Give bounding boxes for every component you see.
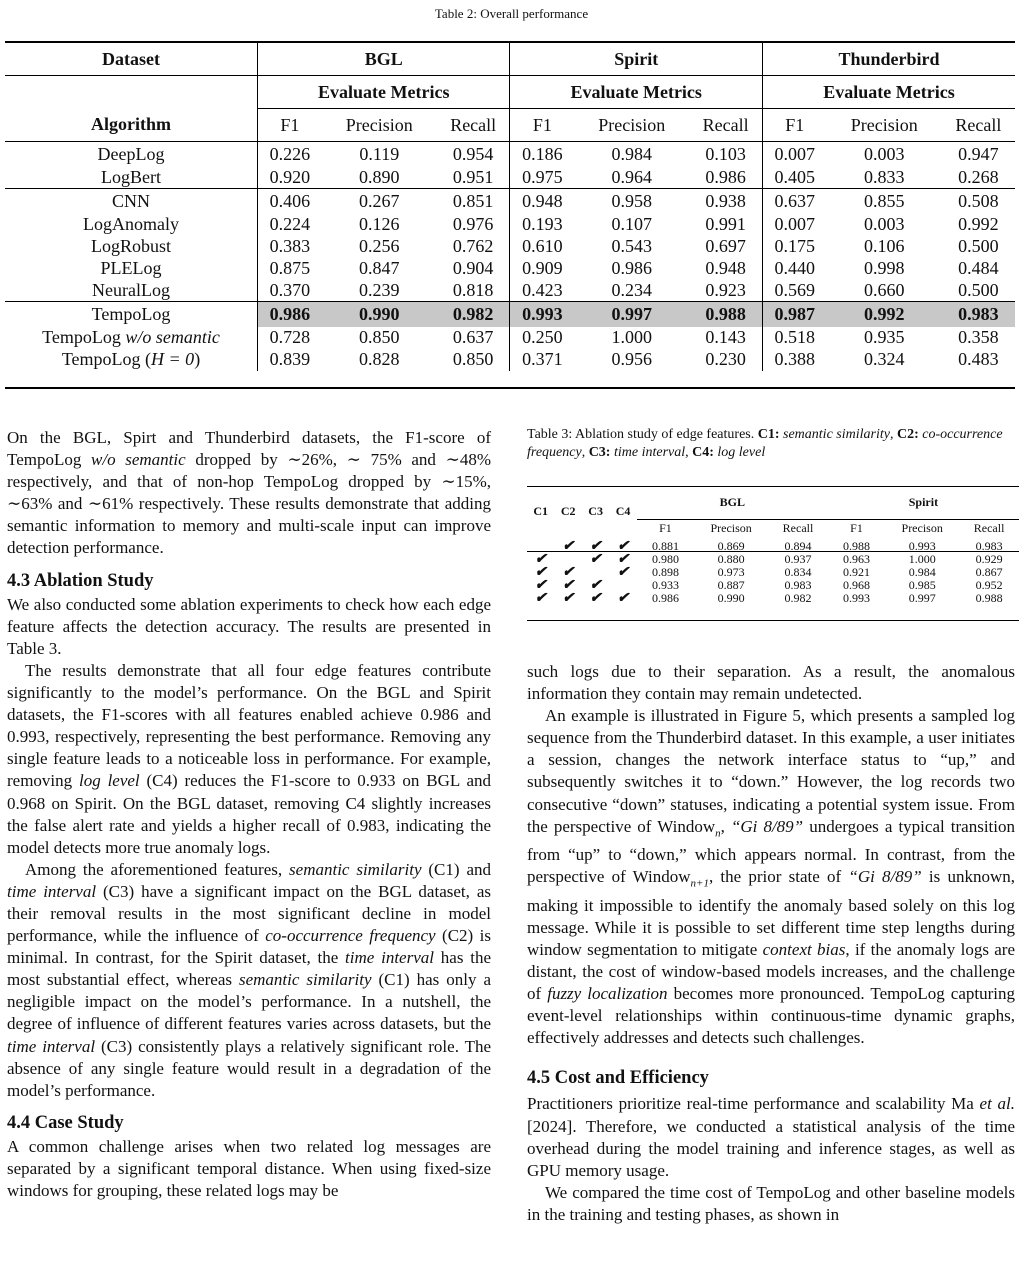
check-icon: ✔	[617, 551, 629, 567]
header-blank	[5, 76, 258, 109]
metric-value: 0.973	[717, 564, 745, 579]
metric-value: 0.850	[359, 327, 400, 347]
table-row	[527, 579, 1019, 592]
metric-value: 0.988	[689, 302, 762, 327]
metric-value: 0.660	[863, 279, 905, 300]
header-group: Evaluate Metrics	[258, 76, 510, 109]
header-metric: Precision	[345, 114, 413, 135]
metric-value: 0.119	[359, 143, 400, 164]
para-cost-intro: Practitioners prioritize real-time performance and scalability Ma et al. [2024]. Therefore, we conducted a statistical analysis of the time overhead during the model training and inference stages, as well as GPU memory usage.	[527, 1094, 1015, 1180]
para-time-cost: We compared the time cost of TempoLog and other baseline models in the training and testing phases, as shown in	[527, 1182, 1015, 1224]
table2-caption: Table 2: Overall performance	[434, 6, 589, 21]
metric-value: 0.500	[958, 279, 999, 300]
metric-value: 0.610	[510, 236, 574, 258]
metric-value: 0.186	[510, 142, 574, 167]
metric-value: 0.697	[705, 236, 746, 256]
algorithm-name: LogRobust	[90, 236, 171, 256]
metric-value: 0.851	[452, 190, 494, 211]
metric-value: 0.894	[784, 538, 812, 553]
check-icon: ✔	[617, 564, 629, 580]
check-icon: ✔	[589, 538, 602, 554]
metric-value: 0.828	[359, 349, 400, 369]
table-row	[527, 566, 1019, 579]
metric-value: 0.988	[975, 590, 1003, 605]
header-dataset-name: Spirit	[510, 43, 762, 76]
metric-value: 0.954	[452, 143, 494, 164]
metric-value: 0.370	[258, 280, 322, 302]
check-icon: ✔	[617, 590, 629, 606]
algorithm-name: TempoLog w/o semantic	[42, 327, 220, 347]
metric-value: 0.992	[827, 302, 942, 327]
para-ablation-intro: We also conducted some ablation experiments to check how each edge feature affects the detection accuracy. The results are presented in Table 3.	[7, 594, 491, 658]
table-row	[527, 537, 1019, 553]
header-metric: Recall	[450, 114, 497, 135]
metric-value: 0.986	[651, 590, 679, 605]
table-row	[5, 302, 1015, 327]
metric-value: 0.839	[258, 349, 322, 371]
check-icon: ✔	[562, 564, 575, 580]
check-icon: ✔	[589, 577, 602, 593]
metric-value: 0.103	[705, 143, 746, 164]
metric-value: 0.938	[705, 190, 746, 211]
metric-value: 0.991	[705, 214, 746, 234]
metric-value: 0.985	[908, 577, 936, 592]
metric-value: 0.997	[574, 302, 689, 327]
metric-value: 0.997	[908, 590, 936, 605]
metric-header: Precison	[710, 520, 752, 535]
metric-header: Recall	[973, 520, 1005, 535]
para-separation: such logs due to their separation. As a result, the anomalous information they contain may remain undetected.	[527, 662, 1015, 704]
metric-value: 0.986	[611, 258, 653, 278]
algorithm-name: TempoLog	[91, 303, 171, 324]
metric-value: 0.920	[258, 167, 322, 189]
metric-value: 0.952	[975, 577, 1003, 592]
table-row	[527, 553, 1019, 566]
overall-performance-table	[5, 43, 1015, 371]
algorithm-name: NeuralLog	[92, 279, 170, 300]
metric-value: 0.500	[958, 236, 999, 256]
metric-value: 0.983	[784, 577, 812, 592]
para-case-study: A common challenge arises when two related log messages are separated by a significant temporal distance. When using fixed-size windows for grouping, these related logs may be	[7, 1136, 491, 1201]
empty-cell	[554, 553, 581, 566]
metric-value: 0.898	[651, 564, 679, 579]
metric-value: 0.998	[863, 258, 905, 278]
metric-value: 0.440	[762, 258, 826, 280]
metric-value: 0.855	[863, 190, 905, 211]
metric-value: 0.963	[843, 551, 871, 566]
metric-value: 0.484	[958, 258, 999, 278]
metric-value: 0.958	[611, 190, 653, 211]
dataset-header: Spirit	[828, 487, 1019, 519]
header-metric: F1	[510, 109, 574, 142]
header-metric: Recall	[702, 114, 749, 135]
metric-value: 0.976	[452, 214, 494, 234]
algorithm-name: TempoLog (H = 0)	[61, 349, 201, 369]
metric-value: 0.193	[510, 214, 574, 236]
table-row	[5, 349, 1015, 371]
metric-value: 0.406	[258, 189, 322, 214]
algorithm-name: DeepLog	[97, 143, 165, 164]
table-row	[5, 167, 1015, 189]
para-ablation-results: The results demonstrate that all four edge features contribute significantly to the model’s performance. On the BGL and Spirit datasets, the F1-scores with all features enabled achieve 0.986 and 0.993, respectively, representing the best performance. Removing any single feature leads to a noticeable loss in performance. For example, removing log level (C4) reduces the F1-score to 0.933 on BGL and 0.968 on Spirit. On the BGL dataset, removing C4 slightly increases the false alert rate and yields a higher recall of 0.983, indicating the model detects more true anomaly logs.	[7, 660, 491, 857]
metric-value: 0.948	[705, 258, 746, 278]
check-icon: ✔	[534, 551, 547, 567]
algorithm-name: LogBert	[101, 166, 161, 187]
metric-value: 0.933	[651, 577, 679, 592]
metric-value: 0.968	[843, 577, 871, 592]
metric-value: 0.869	[717, 538, 745, 553]
metric-value: 0.975	[510, 167, 574, 189]
metric-value: 0.239	[359, 279, 400, 300]
metric-value: 0.423	[510, 280, 574, 302]
bottom-rule	[5, 387, 1015, 389]
metric-value: 0.982	[784, 590, 812, 605]
header-metric: F1	[258, 109, 322, 142]
table3-caption: Table 3: Ablation study of edge features. C1: semantic similarity, C2: co-occurrence frequency, C3: time interval, C4: log level	[527, 427, 1003, 460]
check-icon: ✔	[562, 590, 575, 606]
check-icon: ✔	[534, 577, 547, 593]
metric-value: 0.881	[651, 538, 679, 553]
header-metric: Precision	[598, 114, 666, 135]
metric-value: 0.483	[958, 349, 999, 369]
table-row	[5, 280, 1015, 302]
table-row	[5, 236, 1015, 258]
metric-value: 0.250	[510, 327, 574, 349]
metric-value: 0.383	[258, 236, 322, 258]
header-metric: Precision	[850, 114, 918, 135]
metric-value: 0.867	[975, 564, 1003, 579]
left-column	[7, 427, 491, 1202]
metric-value: 0.850	[452, 349, 494, 369]
metric-value: 0.268	[958, 166, 999, 187]
metric-header: F1	[659, 520, 672, 535]
check-icon: ✔	[617, 538, 629, 554]
metric-value: 0.175	[762, 236, 826, 258]
metric-value: 0.948	[510, 189, 574, 214]
metric-value: 0.935	[863, 327, 905, 347]
table-row	[5, 43, 1015, 76]
metric-value: 0.887	[717, 577, 745, 592]
metric-value: 0.324	[863, 349, 905, 369]
metric-value: 0.762	[452, 236, 494, 256]
t3-bottom-rule	[527, 620, 1019, 621]
metric-value: 0.107	[611, 214, 653, 234]
metric-value: 0.834	[784, 564, 812, 579]
table-row	[527, 487, 1019, 519]
metric-value: 0.904	[452, 258, 494, 278]
metric-value: 0.143	[705, 327, 746, 347]
metric-value: 0.106	[863, 236, 905, 256]
check-icon: ✔	[562, 538, 575, 554]
metric-value: 0.909	[510, 258, 574, 280]
metric-value: 0.951	[452, 166, 494, 187]
metric-value: 0.224	[258, 214, 322, 236]
metric-value: 0.007	[762, 214, 826, 236]
metric-value: 0.990	[717, 590, 745, 605]
metric-header: F1	[850, 520, 863, 535]
metric-value: 1.000	[908, 551, 936, 566]
header-group: Evaluate Metrics	[510, 76, 762, 109]
table-row	[5, 258, 1015, 280]
metric-value: 0.984	[908, 564, 936, 579]
dataset-header: BGL	[637, 487, 828, 519]
feature-header: C2	[560, 504, 576, 519]
right-column	[527, 661, 1015, 1226]
metric-value: 0.637	[762, 189, 826, 214]
metric-value: 0.847	[359, 258, 400, 278]
header-dataset-name: BGL	[258, 43, 510, 76]
check-icon: ✔	[589, 551, 602, 567]
metric-value: 0.388	[762, 349, 826, 371]
check-icon: ✔	[534, 590, 547, 606]
metric-value: 0.993	[908, 538, 936, 553]
metric-value: 0.984	[611, 143, 653, 164]
metric-value: 0.964	[611, 166, 653, 187]
metric-value: 0.126	[359, 214, 400, 234]
metric-value: 0.890	[359, 166, 400, 187]
section-4-4-heading: 4.4 Case Study	[7, 1112, 124, 1133]
metric-value: 0.983	[942, 302, 1015, 327]
metric-value: 0.256	[359, 236, 400, 256]
table-row	[5, 142, 1015, 167]
metric-value: 0.937	[784, 551, 812, 566]
metric-value: 0.818	[452, 279, 494, 300]
metric-value: 0.003	[863, 214, 905, 234]
header-group: Evaluate Metrics	[762, 76, 1015, 109]
metric-value: 0.728	[258, 327, 322, 349]
header-metric: Recall	[955, 114, 1002, 135]
empty-cell	[582, 566, 609, 579]
metric-value: 0.543	[611, 236, 653, 256]
metric-value: 0.637	[452, 327, 494, 347]
metric-value: 0.371	[510, 349, 574, 371]
metric-value: 0.234	[611, 279, 653, 300]
check-icon: ✔	[589, 590, 602, 606]
metric-value: 0.986	[258, 302, 322, 327]
metric-value: 0.987	[762, 302, 826, 327]
check-icon: ✔	[562, 577, 575, 593]
metric-value: 0.880	[717, 551, 745, 566]
table-row	[5, 327, 1015, 349]
para-figure5-example: An example is illustrated in Figure 5, which presents a sampled log sequence from the Thunderbird dataset. In this example, a user initiates a session, changes the network interface status to “up,” and subsequently switches it to “down.” However, the log records two consecutive “down” statuses, indicating a potential system issue. From the perspective of Window$_n$, “Gi 8/89” undergoes a typical transition from “up” to “down,” which appears normal. In contrast, from the perspective of Window$_{n+1}$, the prior state of “Gi 8/89” is unknown, making it impossible to identify the anomaly based solely on this log message. While it is possible to set different time step lengths during window segmentation to mitigate context bias, if the anomaly logs are distant, the cost of window-based models increases, and the challenge of fuzzy localization becomes more pronounced. TempoLog capturing event-level relationships within continuous-time dynamic graphs, effectively addresses and detects such challenges.	[527, 706, 1016, 1048]
metric-value: 1.000	[611, 327, 653, 347]
metric-value: 0.508	[958, 190, 999, 211]
section-4-5-heading: 4.5 Cost and Efficiency	[527, 1068, 709, 1089]
metric-value: 0.990	[322, 302, 437, 327]
table-row	[5, 189, 1015, 214]
metric-header: Recall	[782, 520, 814, 535]
metric-value: 0.405	[762, 167, 826, 189]
table-row	[5, 76, 1015, 109]
header-algorithm: Algorithm	[91, 114, 171, 135]
metric-value: 0.982	[437, 302, 510, 327]
metric-value: 0.947	[958, 143, 999, 164]
empty-cell	[527, 537, 554, 553]
section-4-3-heading: 4.3 Ablation Study	[7, 570, 154, 591]
algorithm-name: CNN	[111, 190, 150, 211]
header-dataset: Dataset	[102, 48, 160, 69]
metric-value: 0.956	[611, 349, 653, 369]
metric-value: 0.230	[705, 349, 746, 369]
check-icon: ✔	[534, 564, 547, 580]
algorithm-name: PLELog	[100, 258, 162, 278]
ablation-table	[527, 487, 1019, 605]
metric-value: 0.569	[762, 280, 826, 302]
metric-value: 0.003	[863, 143, 905, 164]
feature-header: C1	[533, 504, 549, 519]
empty-cell	[609, 579, 636, 592]
metric-value: 0.993	[843, 590, 871, 605]
metric-value: 0.988	[843, 538, 871, 553]
metric-value: 0.833	[863, 166, 905, 187]
metric-value: 0.992	[958, 214, 999, 234]
para-feature-influence: Among the aforementioned features, semantic similarity (C1) and time interval (C3) have a significant impact on the BGL dataset, as their removal results in the most significant decline in model performance, while the influence of co-occurrence frequency (C2) is minimal. In contrast, for the Spirit dataset, the time interval has the most substantial effect, whereas semantic similarity (C1) has only a negligible impact on the model’s performance. In a nutshell, the degree of influence of different features varies across datasets, but the time interval (C3) consistently plays a relatively significant role. The absence of any single feature would result in a degradation of the model’s performance.	[7, 859, 492, 1100]
table-row	[5, 214, 1015, 236]
metric-value: 0.986	[705, 166, 746, 187]
metric-value: 0.518	[762, 327, 826, 349]
header-dataset-name: Thunderbird	[762, 43, 1015, 76]
metric-value: 0.923	[705, 279, 746, 300]
metric-value: 0.267	[359, 190, 400, 211]
metric-value: 0.983	[975, 538, 1003, 553]
feature-header: C3	[588, 504, 603, 519]
metric-value: 0.875	[258, 258, 322, 280]
feature-header: C4	[615, 504, 631, 519]
metric-value: 0.226	[258, 142, 322, 167]
metric-value: 0.007	[762, 142, 826, 167]
table-row	[5, 109, 1015, 142]
header-metric: F1	[762, 109, 826, 142]
metric-header: Precison	[901, 520, 943, 535]
table-row	[527, 592, 1019, 605]
metric-value: 0.921	[843, 564, 871, 579]
para-semantic-results: On the BGL, Spirt and Thunderbird datasets, the F1-score of TempoLog w/o semantic dropped by ∼26%, ∼ 75% and ∼48% respectively, and that of non-hop TempoLog dropped by ∼15%, ∼63% and ∼61% respectively. These results demonstrate that adding semantic information to memory and multi-scale input can improve detection performance.	[7, 428, 491, 558]
algorithm-name: LogAnomaly	[83, 214, 179, 234]
metric-value: 0.358	[958, 327, 999, 347]
metric-value: 0.980	[651, 551, 679, 566]
metric-value: 0.993	[510, 302, 574, 327]
metric-value: 0.929	[975, 551, 1003, 566]
